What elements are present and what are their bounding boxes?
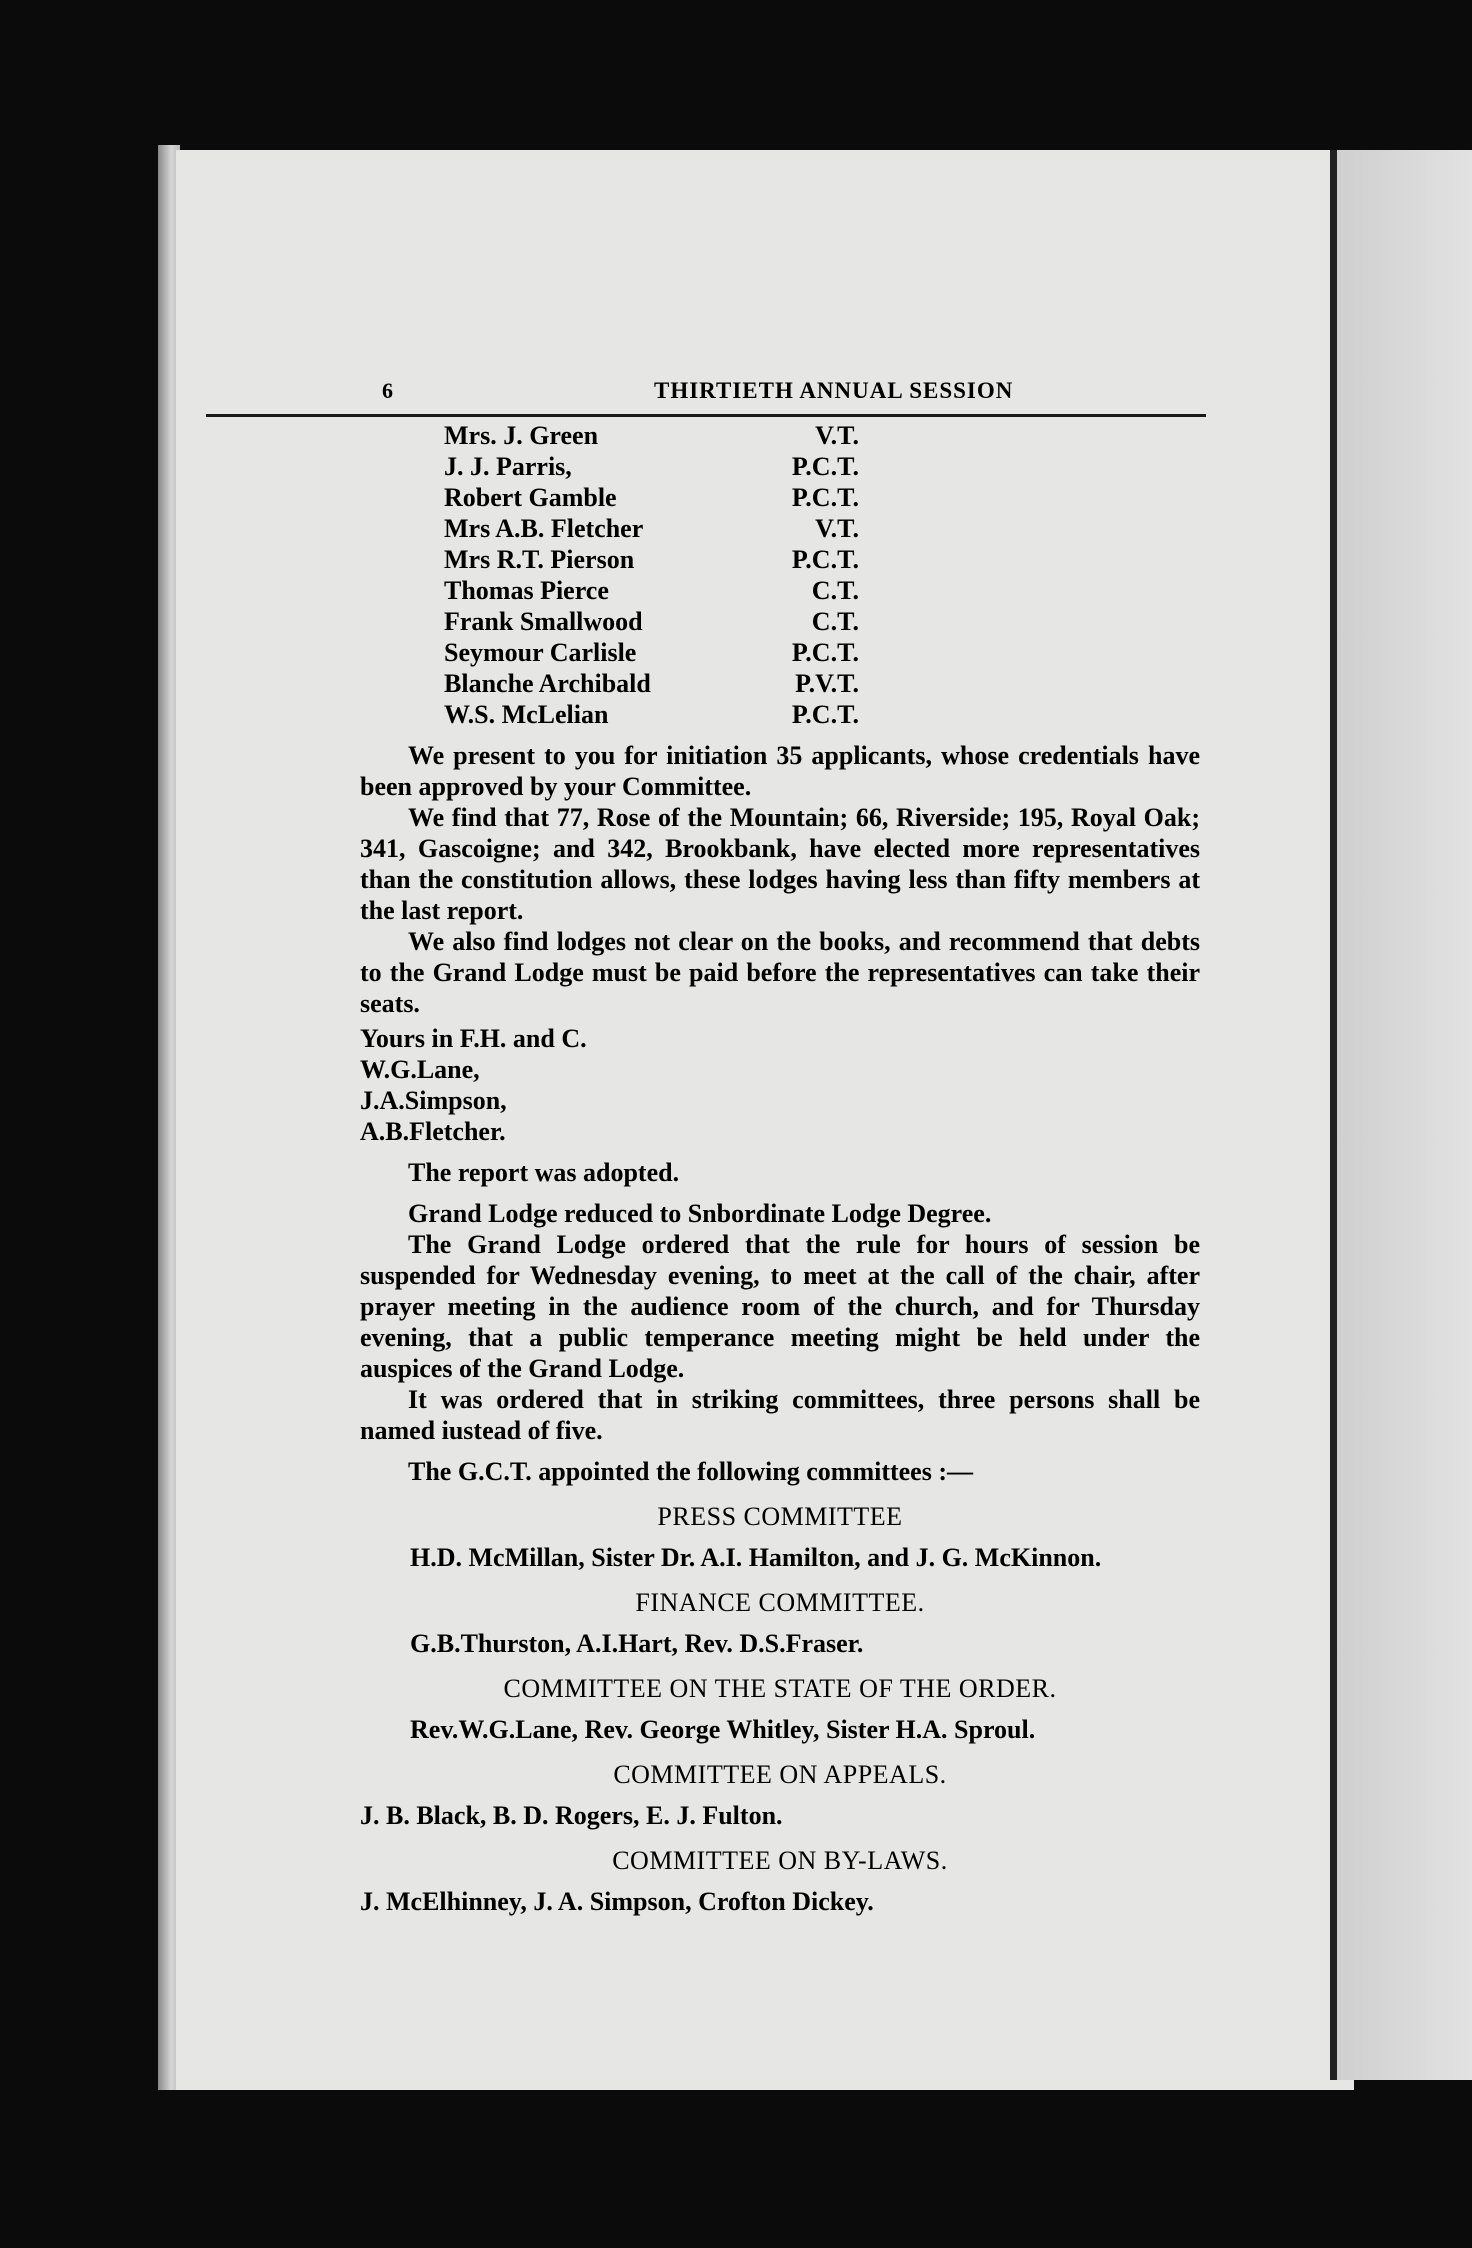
roster-title: P.C.T. <box>791 483 859 512</box>
roster-name: W.S. McLelian <box>444 700 609 729</box>
page-number: 6 <box>382 378 393 403</box>
reduced-line: Grand Lodge reduced to Snbordinate Lodge Degree. <box>408 1199 992 1228</box>
appeals-committee-heading: COMMITTEE ON APPEALS. <box>613 1760 947 1789</box>
roster-name: Robert Gamble <box>444 483 617 512</box>
roster-row <box>444 637 859 668</box>
roster-row <box>444 668 859 699</box>
roster-title: C.T. <box>811 607 859 636</box>
roster-title: P.V.T. <box>795 669 859 698</box>
finance-committee-members: G.B.Thurston, A.I.Hart, Rev. D.S.Fraser. <box>410 1629 864 1658</box>
page-body <box>360 420 1200 1917</box>
initiation-paragraph: We present to you for initiation 35 applicants, whose credentials have been approved by your Committee. <box>360 741 1200 801</box>
roster-name: Seymour Carlisle <box>444 638 637 667</box>
finance-committee-heading: FINANCE COMMITTEE. <box>635 1588 925 1617</box>
roster-row <box>444 699 859 730</box>
signatory: W.G.Lane, <box>360 1055 480 1084</box>
signatory: A.B.Fletcher. <box>360 1117 506 1146</box>
press-committee-heading: PRESS COMMITTEE <box>657 1502 903 1531</box>
bylaws-committee-heading: COMMITTEE ON BY-LAWS. <box>612 1846 948 1875</box>
adopted-line: The report was adopted. <box>408 1158 680 1187</box>
roster-title: P.C.T. <box>791 638 859 667</box>
roster-name: Mrs A.B. Fletcher <box>444 514 644 543</box>
roster-row <box>444 482 859 513</box>
roster-title: P.C.T. <box>791 452 859 481</box>
roster-name: Mrs R.T. Pierson <box>444 545 635 574</box>
state-committee-heading: COMMITTEE ON THE STATE OF THE ORDER. <box>503 1674 1057 1703</box>
bylaws-committee-members: J. McElhinney, J. A. Simpson, Crofton Dickey. <box>360 1887 874 1916</box>
facing-page-strip <box>1337 150 1472 2080</box>
signatory: J.A.Simpson, <box>360 1086 507 1115</box>
roster-row <box>444 606 859 637</box>
press-committee-members: H.D. McMillan, Sister Dr. A.I. Hamilton, and J. G. McKinnon. <box>410 1543 1102 1572</box>
binding-gutter <box>1330 150 1337 2080</box>
roster-row <box>444 575 859 606</box>
roster-name: Frank Smallwood <box>444 607 643 636</box>
roster-title: V.T. <box>815 514 859 543</box>
debts-paragraph: We also find lodges not clear on the books, and recommend that debts to the Grand Lodge must be paid before the representatives can take their seats. <box>360 927 1200 1018</box>
lodges-paragraph: We find that 77, Rose of the Mountain; 66, Riverside; 195, Royal Oak; 341, Gascoigne; and 342, Brookbank, have elected more representatives than the constitution allows, these lodges having less than fifty members at the last report. <box>360 803 1200 925</box>
roster-row <box>444 544 859 575</box>
roster-title: P.C.T. <box>791 545 859 574</box>
closing-salutation: Yours in F.H. and C. <box>360 1024 587 1053</box>
running-title: THIRTIETH ANNUAL SESSION <box>654 378 1014 403</box>
officer-roster <box>444 420 859 730</box>
roster-name: Blanche Archibald <box>444 669 651 698</box>
roster-name: Thomas Pierce <box>444 576 609 605</box>
appeals-committee-members: J. B. Black, B. D. Rogers, E. J. Fulton. <box>360 1801 783 1830</box>
roster-row <box>444 513 859 544</box>
roster-name: Mrs. J. Green <box>444 421 599 450</box>
page-header <box>206 368 1206 417</box>
roster-name: J. J. Parris, <box>444 452 572 481</box>
roster-title: C.T. <box>811 576 859 605</box>
committee-size-paragraph: It was ordered that in striking committees, three persons shall be named iustead of five. <box>360 1385 1200 1445</box>
state-committee-members: Rev.W.G.Lane, Rev. George Whitley, Sister H.A. Sproul. <box>410 1715 1036 1744</box>
hours-paragraph: The Grand Lodge ordered that the rule for hours of session be suspended for Wednesday evening, to meet at the call of the chair, after prayer meeting in the audience room of the church, and for Thursday evening, that a public temperance meeting might be held under the auspices of the Grand Lodge. <box>360 1230 1200 1383</box>
appointed-line: The G.C.T. appointed the following committees :— <box>408 1457 973 1486</box>
roster-row <box>444 451 859 482</box>
roster-title: P.C.T. <box>791 700 859 729</box>
roster-title: V.T. <box>815 421 859 450</box>
roster-row <box>444 420 859 451</box>
